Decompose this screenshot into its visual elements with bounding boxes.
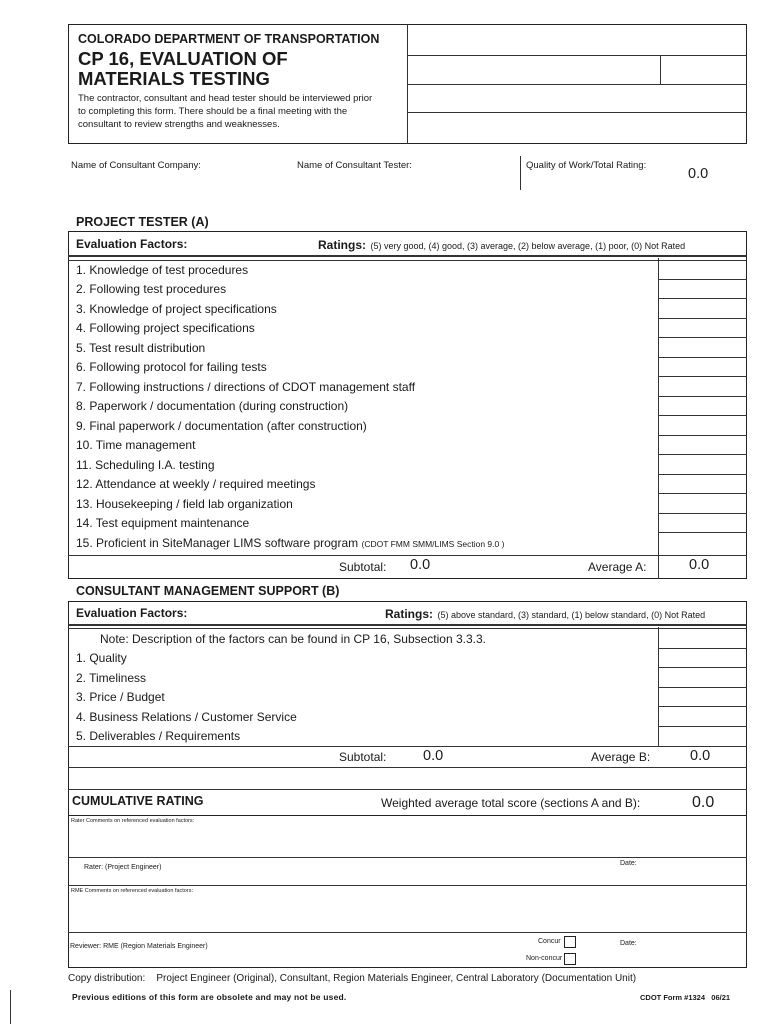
section-a-item-9: 9. Final paperwork / documentation (after construction) bbox=[76, 419, 367, 433]
section-a-item-5: 5. Test result distribution bbox=[76, 341, 206, 355]
section-a-item-6: 6. Following protocol for failing tests bbox=[76, 360, 267, 374]
section-a-ratings-scale: (5) very good, (4) good, (3) average, (2) below average, (1) poor, (0) Not Rated bbox=[370, 241, 686, 251]
section-a-item-3: 3. Knowledge of project specifications bbox=[76, 302, 277, 316]
rater-date-label: Date: bbox=[620, 860, 637, 867]
rme-comments-label: RME Comments on referenced evaluation factors: bbox=[71, 888, 193, 894]
section-b-item-4: 4. Business Relations / Customer Service bbox=[76, 710, 297, 724]
section-a-item-1: 1. Knowledge of test procedures bbox=[76, 263, 249, 277]
company-name-label: Name of Consultant Company: bbox=[71, 160, 201, 171]
department-name: COLORADO DEPARTMENT OF TRANSPORTATION bbox=[78, 32, 380, 46]
section-b-subtotal-label: Subtotal: bbox=[339, 750, 387, 764]
form-title-line2: MATERIALS TESTING bbox=[78, 68, 270, 89]
reviewer-date-label: Date: bbox=[620, 940, 637, 947]
section-b-ratings bbox=[385, 605, 705, 623]
section-b-ratings-scale: (5) above standard, (3) standard, (1) below standard, (0) Not Rated bbox=[437, 610, 706, 620]
section-b-item-2: 2. Timeliness bbox=[76, 671, 147, 685]
reviewer-label: Reviewer: RME (Region Materials Engineer) bbox=[70, 943, 208, 950]
copy-distribution-label: Copy distribution: bbox=[68, 973, 146, 984]
section-b-item-3: 3. Price / Budget bbox=[76, 690, 165, 704]
section-b-item-1: 1. Quality bbox=[76, 651, 127, 665]
section-b-title: CONSULTANT MANAGEMENT SUPPORT (B) bbox=[76, 584, 340, 598]
section-a-item-2: 2. Following test procedures bbox=[76, 282, 227, 296]
concur-label: Concur bbox=[538, 938, 561, 945]
instructions-line3: consultant to review strengths and weaknesses. bbox=[78, 119, 280, 130]
form-number: CDOT Form #1324 06/21 bbox=[640, 993, 731, 1002]
section-a-item-10: 10. Time management bbox=[76, 438, 196, 452]
copy-distribution-text: Project Engineer (Original), Consultant, Region Materials Engineer, Central Laboratory (Documentation Unit) bbox=[156, 973, 637, 984]
nonconcur-label: Non-concur bbox=[526, 955, 563, 962]
section-a-item-12: 12. Attendance at weekly / required meetings bbox=[76, 477, 316, 491]
section-a-average-label: Average A: bbox=[588, 560, 647, 574]
section-a-item-14: 14. Test equipment maintenance bbox=[76, 516, 250, 530]
section-b-average-label: Average B: bbox=[591, 750, 651, 764]
cumulative-rating-title: CUMULATIVE RATING bbox=[72, 794, 204, 808]
section-a-item-15 bbox=[76, 536, 504, 550]
tester-name-label: Name of Consultant Tester: bbox=[297, 160, 412, 171]
nonconcur-checkbox[interactable] bbox=[564, 953, 576, 965]
copy-distribution bbox=[68, 973, 636, 984]
form-title-line1: CP 16, EVALUATION OF bbox=[78, 48, 288, 69]
section-a-subtotal-label: Subtotal: bbox=[339, 560, 387, 574]
rater-label: Rater: (Project Engineer) bbox=[84, 864, 162, 871]
instructions-line2: to completing this form. There should be a final meeting with the bbox=[78, 106, 348, 117]
section-a-item-13: 13. Housekeeping / field lab organization bbox=[76, 497, 293, 511]
section-b-note: Note: Description of the factors can be found in CP 16, Subsection 3.3.3. bbox=[100, 632, 487, 646]
section-a-ratings bbox=[318, 236, 685, 254]
section-a-factors-label: Evaluation Factors: bbox=[76, 237, 188, 251]
section-a-item-4: 4. Following project specifications bbox=[76, 321, 255, 335]
section-b-average-value: 0.0 bbox=[690, 748, 711, 764]
quality-rating-label: Quality of Work/Total Rating: bbox=[526, 160, 647, 171]
obsolete-notice: Previous editions of this form are obsolete and may not be used. bbox=[72, 992, 347, 1002]
section-a-average-value: 0.0 bbox=[689, 557, 710, 573]
cumulative-rating-value: 0.0 bbox=[692, 794, 715, 811]
section-a-subtotal-value: 0.0 bbox=[410, 557, 431, 573]
section-a-item-8: 8. Paperwork / documentation (during construction) bbox=[76, 399, 349, 413]
concur-checkbox[interactable] bbox=[564, 936, 576, 948]
quality-rating-value: 0.0 bbox=[688, 166, 709, 182]
cumulative-rating-label: Weighted average total score (sections A and B): bbox=[381, 796, 641, 810]
section-b-subtotal-value: 0.0 bbox=[423, 748, 444, 764]
section-b-item-5: 5. Deliverables / Requirements bbox=[76, 729, 241, 743]
rater-comments-label: Rater Comments on referenced evaluation factors: bbox=[71, 818, 195, 824]
section-a-item-7: 7. Following instructions / directions of CDOT management staff bbox=[76, 380, 416, 394]
section-a-ratings-label: Ratings: bbox=[318, 238, 366, 252]
section-a-title: PROJECT TESTER (A) bbox=[76, 215, 209, 229]
section-b-factors-label: Evaluation Factors: bbox=[76, 606, 188, 620]
section-a-item-15-label: 15. Proficient in SiteManager LIMS software program bbox=[76, 536, 359, 550]
section-a-item-15-note: (CDOT FMM SMM/LIMS Section 9.0 ) bbox=[361, 539, 505, 549]
instructions-line1: The contractor, consultant and head tester should be interviewed prior bbox=[78, 93, 373, 104]
section-b-ratings-label: Ratings: bbox=[385, 607, 433, 621]
section-a-item-11: 11. Scheduling I.A. testing bbox=[76, 458, 215, 472]
page-edge-mark bbox=[10, 990, 11, 1024]
